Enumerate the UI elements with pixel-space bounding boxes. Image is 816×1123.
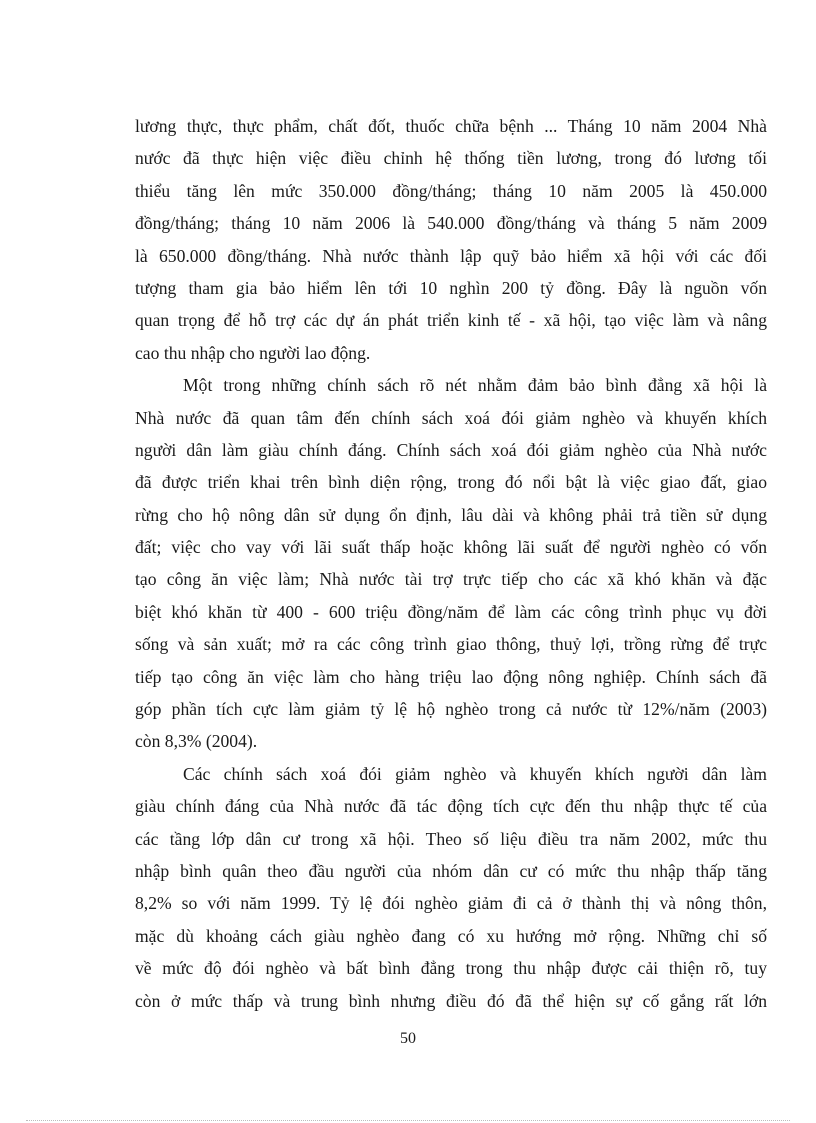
text-line: là 650.000 đồng/tháng. Nhà nước thành lập quỹ bảo hiểm xã hội với các đối [135,245,767,266]
text-line: cao thu nhập cho người lao động. [135,342,371,363]
text-line: người dân làm giàu chính đáng. Chính sách xoá đói giảm nghèo của Nhà nước [135,439,767,460]
text-line: giàu chính đáng của Nhà nước đã tác động tích cực đến thu nhập thực tế của [135,796,767,817]
text-line: Các chính sách xoá đói giảm nghèo và khuyến khích người dân làm [183,763,767,784]
text-line: các tầng lớp dân cư trong xã hội. Theo số liệu điều tra năm 2002, mức thu [135,828,767,849]
text-line: lương thực, thực phẩm, chất đốt, thuốc chữa bệnh ... Tháng 10 năm 2004 Nhà [135,116,767,136]
text-line: còn 8,3% (2004). [135,731,258,752]
paragraph [135,369,767,758]
paragraph [135,758,767,1017]
text-line: biệt khó khăn từ 400 - 600 triệu đồng/năm để làm các công trình phục vụ đời [135,601,767,622]
text-line: đồng/tháng; tháng 10 năm 2006 là 540.000 đồng/tháng và tháng 5 năm 2009 [135,213,767,234]
text-line: mặc dù khoảng cách giàu nghèo đang có xu hướng mở rộng. Những chỉ số [135,925,767,946]
text-line: đất; việc cho vay với lãi suất thấp hoặc không lãi suất để người nghèo có vốn [135,537,767,558]
page-bottom-border [26,1120,790,1121]
text-line: thiểu tăng lên mức 350.000 đồng/tháng; tháng 10 năm 2005 là 450.000 [135,180,767,201]
text-line: nhập bình quân theo đầu người của nhóm dân cư có mức thu nhập thấp tăng [135,860,767,881]
text-line: về mức độ đói nghèo và bất bình đẳng trong thu nhập được cải thiện rõ, tuy [135,958,767,979]
text-line: tượng tham gia bảo hiểm lên tới 10 nghìn 200 tỷ đồng. Đây là nguồn vốn [135,277,767,298]
text-line: đã được triển khai trên bình diện rộng, trong đó nổi bật là việc giao đất, giao [135,472,767,493]
page-number: 50 [400,1030,416,1047]
text-line: sống và sản xuất; mở ra các công trình giao thông, thuỷ lợi, trồng rừng để trực [135,634,767,655]
text-line: tạo công ăn việc làm; Nhà nước tài trợ trực tiếp cho các xã khó khăn và đặc [135,569,767,590]
paragraph [135,110,767,369]
text-line: góp phần tích cực làm giảm tỷ lệ hộ nghèo trong cả nước từ 12%/năm (2003) [135,699,767,720]
text-line: quan trọng để hỗ trợ các dự án phát triển kinh tế - xã hội, tạo việc làm và nâng [135,310,767,331]
text-line: còn ở mức thấp và trung bình nhưng điều đó đã thể hiện sự cố gắng rất lớn [135,990,767,1011]
text-line: nước đã thực hiện việc điều chỉnh hệ thống tiền lương, trong đó lương tối [135,148,767,169]
text-line: 8,2% so với năm 1999. Tỷ lệ đói nghèo giảm đi cả ở thành thị và nông thôn, [135,893,767,914]
body-text [135,110,767,1017]
text-line: tiếp tạo công ăn việc làm cho hàng triệu lao động nông nghiệp. Chính sách đã [135,666,767,687]
text-line: rừng cho hộ nông dân sử dụng ổn định, lâu dài và không phải trả tiền sử dụng [135,504,767,525]
text-line: Một trong những chính sách rõ nét nhằm đảm bảo bình đẳng xã hội là [183,375,767,396]
text-line: Nhà nước đã quan tâm đến chính sách xoá đói giảm nghèo và khuyến khích [135,407,767,428]
